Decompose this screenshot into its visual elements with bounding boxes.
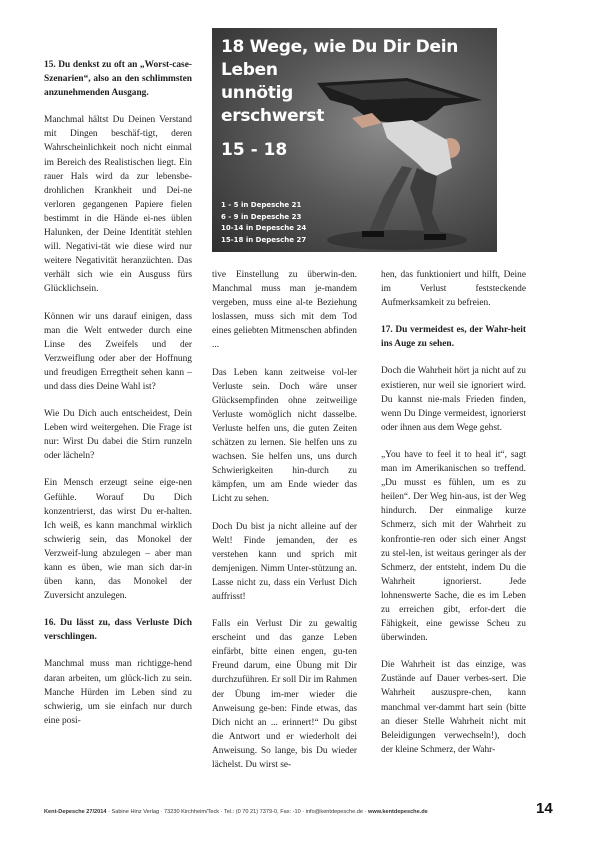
hero-title: 18 Wege, wie Du Dir Dein Leben unnötig erschwerst <box>221 37 459 126</box>
section-heading: 16. Du lässt zu, dass Verluste Dich verschlingen. <box>44 618 192 643</box>
paragraph: Doch Du bist ja nicht alleine auf der Welt! Finde jemanden, der es verstehen kann und sprich mit demjenigen. Nimm Unter-stützung an. Lasse nicht zu, dass ein Verlust Dich auffrisst! <box>212 521 357 602</box>
hero-image <box>212 28 497 252</box>
hero-ref: 10-14 in Depesche 24 <box>221 224 307 232</box>
hero-issue-references <box>221 200 306 246</box>
section-heading: 15. Du denkst zu oft an „Worst-case-Szenarien“, also an den schlimmsten anzunehmenden Ausgang. <box>44 60 192 99</box>
footer-contact: · Sabine Hinz Verlag · 73230 Kirchheim/Teck · Tel.: (0 70 21) 7379-0, Fax: -10 · info@kentdepesche.de · <box>108 809 367 815</box>
hero-range: 15 - 18 <box>221 140 288 160</box>
hero-ref: 1 - 5 in Depesche 21 <box>221 201 302 209</box>
paragraph: tive Einstellung zu überwin-den. Manchmal muss man je-mandem vergeben, muss eine al-te Beziehung loslassen, muss sich mit dem Tod eines geliebten Mitmenschen abfinden ... <box>212 270 357 351</box>
column-1 <box>44 58 192 741</box>
paragraph: Das Leben kann zeitweise vol-ler Verluste sein. Doch wäre unser Glücksempfinden ohne zeitweilige Verluste womöglich nicht dasselbe. Verluste helfen uns, die guten Zeiten schätzen zu lernen. Sie helfen uns zu wachsen. Sie helfen uns, uns durch Schwierigkeiten hin-durch zu kämpfen, um am Ende wieder das Licht zu sehen. <box>212 367 357 505</box>
column-3 <box>381 268 526 770</box>
paragraph: Manchmal hältst Du Deinen Verstand mit Dingen beschäf-tigt, deren Wahrscheinlichkeit noch nicht einmal im Bereich des Realistischen liegt. Ein rauer Hals wird da zur lebensbe-drohlichen Krankheit und Dei-ne verloren gegangenen Papiere fielen bestimmt in die Hände ei-nes üblen Halunken, der Deine Identität stehlen will. Negativi-tät wie diese wird nur weitere Negativität heranzüchten. Das verhält sich wie ein Ausguss fürs Glücklichsein. <box>44 115 192 295</box>
paragraph: Können wir uns darauf einigen, dass man die Welt entweder durch eine Linse des Zweifels und der Verzweiflung oder aber der Hoffnung und freudigen Erregtheit sehen kann – und dass dies Deine Wahl ist? <box>44 311 192 392</box>
paragraph: Manchmal muss man richtigge-hend daran arbeiten, um glück-lich zu sein. Manche Hürden im Leben sind zu schwierig, um sie einfach nur durch eine posi- <box>44 659 192 726</box>
page-number: 14 <box>536 800 553 817</box>
paragraph: Falls ein Verlust Dir zu gewaltig erscheint und das ganze Leben einfärbt, bitte einen engen, gu-ten Freund darum, eine Übung mit Dir durchzuführen. Er soll Dir im Rahmen der Übung im-mer wieder die Anweisung ge-ben: Finde etwas, das Dich nicht an ... erinnert!“ Du gibst die Antwort und er wiederholt dei Anweisung. So lange, bis Du wieder lächelst. Du wirst se- <box>212 619 357 770</box>
paragraph: hen, das funktioniert und hilft, Deine im Verlust feststeckende Aufmerksamkeit zu befreien. <box>381 270 526 309</box>
paragraph: Wie Du Dich auch entscheidest, Dein Leben wird weitergehen. Die Frage ist nur: Wirst Du dabei die Stirn runzeln oder lächeln? <box>44 409 192 462</box>
paragraph: Doch die Wahrheit hört ja nicht auf zu existieren, nur weil sie ignoriert wird. Du kannst nie-mals Frieden finden, wenn Du Dinge vermeidest, ignorierst oder ihnen aus dem Wege gehst. <box>381 366 526 433</box>
footer <box>44 809 530 815</box>
paragraph: „You have to feel it to heal it“, sagt man im Amerikanischen so treffend. „Du musst es fühlen, um es zu heilen“. Der Weg hin-aus, ist der Weg hindurch. Der einmalige kurze Schmerz, sich mit der Wahrheit zu konfrontie-ren oder sich einer Angst zu stel-len, ist weitaus geringer als der Schmerz, der entsteht, indem Du die Wahrheit ignorierst. Jede lohnenswerte Sache, die es im Leben zu erreichen gibt, erfor-dert die Fähigkeit, eine gewisse Scheu zu überwinden. <box>381 449 526 644</box>
paragraph: Die Wahrheit ist das einzige, was Zustände auf Dauer verbes-sert. Die Wahrheit auszuspre-chen, kann manchmal ver-dammt hart sein (bitte an dieser Stelle Wahrheit nicht mit Beleidigungen verwechseln!), doch der kleine Schmerz, der Wahr- <box>381 660 526 755</box>
paragraph: Ein Mensch erzeugt seine eige-nen Gefühle. Worauf Du Dich konzentrierst, das wirst Du er-halten. Ich weiß, es kann manchmal wirklich schwierig sein, das Monokel der Verzweif-lung abzulegen – aber man kann es üben, wie man sich dar-in üben kann, das Monokel der Zuversicht anzulegen. <box>44 478 192 602</box>
hero-ref: 6 - 9 in Depesche 23 <box>221 212 302 221</box>
footer-website[interactable]: www.kentdepesche.de <box>368 809 428 815</box>
column-2 <box>212 268 357 785</box>
footer-magazine: Kent-Depesche 27/2014 <box>44 809 107 815</box>
section-heading: 17. Du vermeidest es, der Wahr-heit ins Auge zu sehen. <box>381 325 526 350</box>
hero-ref: 15-18 in Depesche 27 <box>221 235 307 244</box>
